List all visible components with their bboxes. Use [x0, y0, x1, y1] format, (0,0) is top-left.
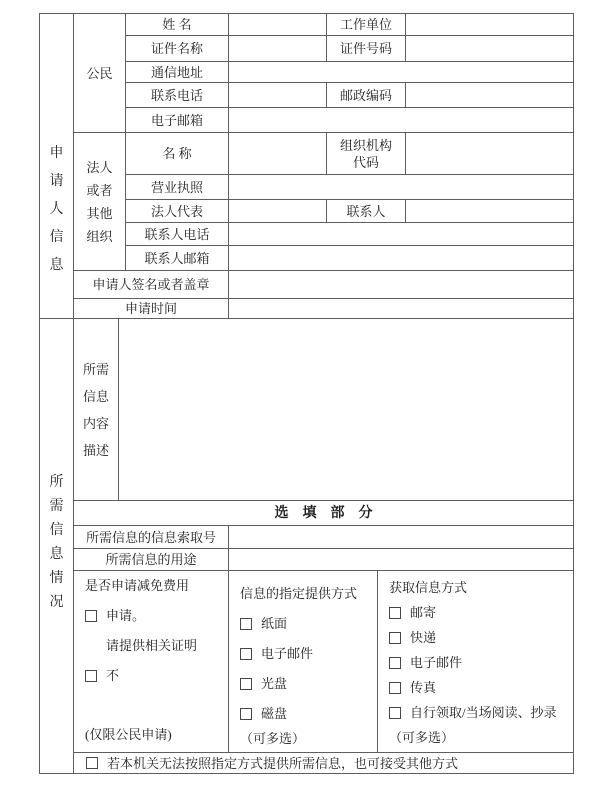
required-info-table — [39, 319, 574, 774]
provide-paper-option-row — [240, 615, 287, 633]
applicant-section-title: 申请人信息 — [49, 146, 64, 273]
provide-paper-label: 纸面 — [261, 616, 288, 631]
fee-apply-proof-note: 请提供相关证明 — [106, 638, 198, 653]
legal-org-label-line: 法人 — [86, 159, 113, 175]
provide-multi-select-note: （可多选） — [240, 731, 306, 746]
checkbox-obtain-fax[interactable] — [389, 682, 401, 694]
citizen-group-label: 公民 — [74, 14, 126, 133]
provide-method-cell — [229, 571, 378, 753]
checkbox-obtain-self-pickup[interactable] — [389, 707, 401, 719]
provide-email-label: 电子邮件 — [261, 646, 314, 661]
legal-org-group-label — [74, 133, 126, 271]
org-name-input[interactable] — [229, 133, 327, 175]
id-number-input[interactable] — [406, 36, 574, 62]
provide-disk-option-row — [240, 705, 287, 723]
postal-code-label: 邮政编码 — [327, 83, 406, 108]
obtain-email-label: 电子邮件 — [410, 655, 463, 670]
email-label: 电子邮箱 — [126, 108, 229, 133]
checkbox-accept-other-method[interactable] — [86, 757, 98, 769]
info-purpose-input[interactable] — [229, 549, 574, 571]
fee-apply-label: 申请。 — [106, 608, 146, 623]
obtain-multi-select-note: （可多选） — [389, 730, 455, 745]
obtain-self-pickup-option-row — [389, 704, 557, 722]
info-index-number-input[interactable] — [229, 526, 574, 549]
apply-time-label: 申请时间 — [74, 299, 229, 319]
obtain-method-cell — [378, 571, 574, 753]
id-number-label: 证件号码 — [327, 36, 406, 62]
legal-representative-label: 法人代表 — [126, 200, 229, 223]
optional-section-header: 选 填 部 分 — [74, 501, 574, 526]
phone-input[interactable] — [229, 83, 327, 108]
name-label: 姓 名 — [126, 14, 229, 36]
info-description-label-line: 描述 — [82, 442, 109, 458]
fee-waiver-cell — [74, 571, 229, 753]
id-name-input[interactable] — [229, 36, 327, 62]
obtain-method-header: 获取信息方式 — [389, 580, 468, 595]
accept-other-method-label: 若本机关无法按照指定方式提供所需信息，也可接受其他方式 — [107, 755, 459, 771]
info-description-input[interactable] — [119, 319, 574, 501]
contact-person-input[interactable] — [406, 200, 574, 223]
info-description-label — [74, 319, 119, 501]
checkbox-provide-disk[interactable] — [240, 708, 252, 720]
contact-phone-label: 联系人电话 — [126, 223, 229, 246]
legal-org-label-line: 或者 — [86, 182, 113, 198]
checkbox-fee-apply[interactable] — [85, 610, 97, 622]
obtain-mail-label: 邮寄 — [410, 605, 437, 620]
org-name-label: 名 称 — [126, 133, 229, 175]
info-description-label-line: 信息 — [82, 388, 109, 404]
other-method-row — [74, 753, 574, 774]
applicant-info-table — [39, 13, 574, 319]
obtain-express-option-row — [389, 629, 436, 647]
org-code-label-line: 代码 — [352, 154, 379, 170]
provide-email-option-row — [240, 645, 313, 663]
legal-org-label-line: 其他 — [86, 205, 113, 221]
provide-cd-option-row — [240, 675, 287, 693]
checkbox-obtain-express[interactable] — [389, 632, 401, 644]
checkbox-provide-cd[interactable] — [240, 678, 252, 690]
fee-no-option-row — [85, 667, 119, 685]
work-unit-label: 工作单位 — [327, 14, 406, 36]
provide-disk-label: 磁盘 — [261, 706, 288, 721]
postal-code-input[interactable] — [406, 83, 574, 108]
contact-email-input[interactable] — [229, 246, 574, 271]
obtain-fax-label: 传真 — [410, 680, 437, 695]
obtain-self-pickup-label: 自行领取/当场阅读、抄录 — [410, 705, 557, 720]
address-input[interactable] — [229, 62, 574, 83]
info-description-label-line: 内容 — [82, 415, 109, 431]
legal-representative-input[interactable] — [229, 200, 327, 223]
business-license-label: 营业执照 — [126, 175, 229, 200]
org-code-input[interactable] — [406, 133, 574, 175]
obtain-express-label: 快递 — [410, 630, 437, 645]
checkbox-obtain-email[interactable] — [389, 657, 401, 669]
contact-email-label: 联系人邮箱 — [126, 246, 229, 271]
org-code-label — [327, 133, 406, 175]
checkbox-obtain-mail[interactable] — [389, 607, 401, 619]
email-input[interactable] — [229, 108, 574, 133]
checkbox-provide-email[interactable] — [240, 648, 252, 660]
obtain-mail-option-row — [389, 604, 436, 622]
checkbox-fee-no[interactable] — [85, 670, 97, 682]
name-input[interactable] — [229, 14, 327, 36]
legal-org-label-line: 组织 — [86, 228, 113, 244]
info-description-label-line: 所需 — [82, 361, 109, 377]
signature-label: 申请人签名或者盖章 — [74, 271, 229, 299]
fee-no-label: 不 — [106, 668, 120, 683]
fee-waiver-header: 是否申请减免费用 — [85, 578, 190, 593]
signature-input[interactable] — [229, 271, 574, 299]
applicant-section-side-label-cell — [40, 14, 74, 319]
fee-apply-option-row — [85, 607, 145, 625]
required-info-section-title: 所需信息情况 — [49, 475, 64, 610]
apply-time-input[interactable] — [229, 299, 574, 319]
contact-person-label: 联系人 — [327, 200, 406, 223]
id-name-label: 证件名称 — [126, 36, 229, 62]
obtain-fax-option-row — [389, 679, 436, 697]
business-license-input[interactable] — [229, 175, 574, 200]
obtain-email-option-row — [389, 654, 462, 672]
fee-citizens-only-note: (仅限公民申请) — [85, 727, 172, 742]
required-info-side-label-cell — [40, 319, 74, 774]
provide-cd-label: 光盘 — [261, 676, 288, 691]
provide-method-header: 信息的指定提供方式 — [240, 586, 358, 601]
info-index-number-label: 所需信息的信息索取号 — [74, 526, 229, 549]
address-label: 通信地址 — [126, 62, 229, 83]
checkbox-provide-paper[interactable] — [240, 618, 252, 630]
contact-phone-input[interactable] — [229, 223, 574, 246]
work-unit-input[interactable] — [406, 14, 574, 36]
org-code-label-line: 组织机构 — [339, 137, 392, 153]
phone-label: 联系电话 — [126, 83, 229, 108]
info-purpose-label: 所需信息的用途 — [74, 549, 229, 571]
